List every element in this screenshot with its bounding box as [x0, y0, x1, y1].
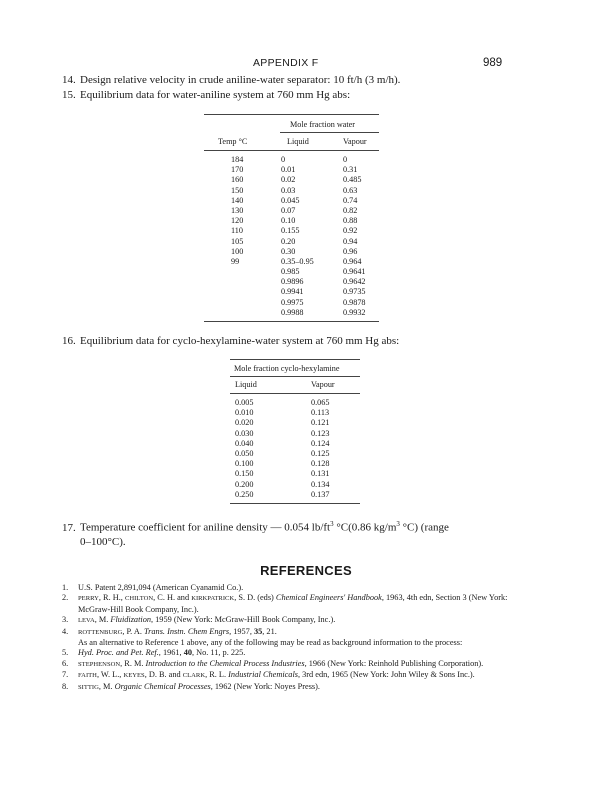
header-rule [230, 393, 360, 394]
item-number: 14. [62, 74, 76, 86]
table-cell-liquid: 0.02 [281, 175, 296, 185]
item-14 [62, 73, 532, 87]
work-title: Chemical Engineers' Handbook [275, 593, 382, 603]
references-note: As an alternative to Reference 1 above, any of the following may be read as background information to the process: [78, 638, 463, 648]
table-top-rule [204, 114, 379, 115]
reference-2 [62, 593, 534, 615]
table-cell-temp: 120 [231, 216, 244, 226]
table-cell-vapour: 0.9641 [343, 267, 366, 277]
table-cell-liquid: 0.9941 [281, 287, 304, 297]
work-title: Fluidization [110, 615, 151, 625]
item-number: 16. [62, 335, 76, 347]
item-text-continued: 0–100°C). [80, 535, 126, 548]
table-cell-liquid: 0.005 [235, 398, 254, 407]
table-cell-temp [231, 267, 243, 277]
volume: 40 [183, 648, 192, 658]
references-list [62, 583, 534, 693]
reference-number: 4. [62, 626, 69, 636]
item-text: Design relative velocity in crude aniline-water separator: 10 ft/h (3 m/h). [80, 74, 401, 86]
reference-text: , S. D. (eds) [234, 593, 276, 603]
page-number: 989 [483, 57, 503, 69]
table-cell-liquid: 0 [281, 155, 286, 164]
reference-text: , 21. [262, 626, 277, 636]
vapour-column [311, 398, 329, 500]
work-title: Organic Chemical Processes [114, 681, 211, 691]
reference-text: , C. H. and [153, 593, 192, 603]
table-cell-vapour: 0.82 [343, 205, 358, 215]
table-cell-temp: 160 [231, 175, 244, 185]
reference-text: , No. 11, p. 225. [191, 648, 246, 658]
item-17 [62, 517, 532, 549]
table-cell-liquid: 0.250 [235, 489, 254, 499]
table-cell-vapour: 0.123 [311, 428, 330, 438]
reference-6 [62, 659, 534, 670]
author: PERRY [78, 595, 99, 603]
reference-3 [62, 615, 534, 626]
reference-text: , R. M. [120, 658, 146, 668]
table-cell-temp [231, 298, 243, 308]
table-cell-liquid: 0.200 [235, 479, 254, 489]
group-header: Mole fraction water [290, 120, 356, 129]
item-number: 17. [62, 521, 76, 534]
table-cell-temp [231, 308, 243, 318]
author: CHILTON [124, 595, 154, 603]
item-15 [62, 88, 532, 102]
author: ROTTENBURG [78, 628, 123, 636]
table-cell-temp: 140 [231, 195, 244, 205]
item-text: °C(0.86 kg/m [333, 521, 397, 534]
table-cell-vapour: 0.63 [343, 185, 358, 195]
reference-text: , 1959 (New York: McGraw-Hill Book Company, Inc.). [151, 615, 336, 625]
table-cell-liquid: 0.150 [235, 469, 254, 479]
reference-text: , P. A. [122, 626, 145, 636]
reference-text: , D. B. and [144, 670, 183, 680]
reference-text: , M. [98, 681, 115, 691]
table-cell-liquid: 0.9896 [281, 277, 304, 287]
reference-text: , 1963, 4th edn, Section 3 (New York: McGraw-Hill Book Company, Inc.). [78, 593, 508, 614]
author: FAITH [78, 672, 97, 680]
table-cell-temp: 100 [231, 246, 244, 256]
item-text: Equilibrium data for water-aniline system at 760 mm Hg abs: [80, 89, 351, 101]
table-cell-liquid: 0.9988 [281, 307, 304, 317]
table-cell-liquid: 0.07 [281, 205, 296, 215]
table-cell-temp [231, 287, 243, 297]
reference-text: , 1961, [158, 648, 184, 658]
reference-number: 1. [62, 583, 69, 592]
author: CLARK [182, 672, 206, 680]
reference-number: 7. [62, 670, 69, 680]
col-header-vapour: Vapour [343, 137, 367, 146]
reference-text: , R. H., [98, 593, 125, 603]
group-rule [280, 132, 379, 133]
table-cell-liquid: 0.040 [235, 438, 254, 448]
table-cell-vapour: 0.964 [343, 256, 362, 266]
reference-8 [62, 682, 534, 693]
table-cell-vapour: 0.88 [343, 216, 358, 226]
vapour-column [343, 155, 366, 318]
table-cell-vapour: 0.134 [311, 479, 330, 489]
author: SITTIG [78, 683, 99, 691]
table-cell-vapour: 0.128 [311, 459, 330, 469]
table-cell-vapour: 0.9735 [343, 287, 366, 297]
table-cell-liquid: 0.20 [281, 236, 296, 246]
author: STEPHENSON [78, 660, 121, 668]
table-cell-temp: 110 [231, 226, 243, 236]
item-text: Equilibrium data for cyclo-hexylamine-water system at 760 mm Hg abs: [80, 335, 400, 347]
table-cell-liquid: 0.35–0.95 [281, 256, 314, 266]
reference-5 [62, 648, 534, 658]
work-title: Hyd. Proc. and Pet. Ref. [78, 648, 159, 658]
reference-text: , M. [94, 615, 111, 625]
table-cell-vapour: 0.124 [311, 438, 330, 448]
table-cell-liquid: 0.020 [235, 418, 254, 428]
table-cell-vapour: 0.137 [311, 489, 330, 499]
reference-number: 6. [62, 658, 69, 668]
table-cell-vapour: 0.74 [343, 195, 358, 205]
work-title: Industrial Chemicals [228, 670, 298, 680]
table-cell-vapour: 0.113 [311, 408, 330, 418]
table-cell-vapour: 0.92 [343, 226, 358, 236]
reference-1 [62, 583, 534, 593]
reference-number: 3. [62, 615, 69, 625]
liquid-column [235, 398, 253, 500]
table-cell-liquid: 0.100 [235, 459, 254, 469]
table-cell-vapour: 0.9932 [343, 307, 366, 317]
col-header-liquid: Liquid [287, 137, 309, 146]
table-cell-liquid: 0.030 [235, 428, 254, 438]
reference-text: , W. L., [96, 670, 124, 680]
table-cell-liquid: 0.01 [281, 165, 296, 175]
table-cell-liquid: 0.045 [281, 195, 300, 205]
reference-text: , 1962 (New York: Noyes Press). [210, 681, 320, 691]
volume: 35 [253, 626, 263, 636]
reference-number: 2. [62, 593, 69, 603]
table-cell-liquid: 0.03 [281, 185, 296, 195]
table-cell-liquid: 0.30 [281, 246, 296, 256]
table-cell-temp: 99 [231, 256, 240, 266]
liquid-column [281, 155, 314, 318]
table-top-rule [230, 359, 360, 360]
reference-text: , 1966 (New York: Reinhold Publishing Corporation). [304, 658, 484, 668]
reference-text: U.S. Patent 2,891,094 (American Cyanamid Co.). [78, 583, 244, 592]
table-cell-liquid: 0.10 [281, 216, 296, 226]
reference-number: 5. [62, 648, 69, 658]
col-header-temp: Temp °C [218, 137, 248, 146]
table-cell-temp: 130 [231, 205, 244, 215]
col-header-liquid: Liquid [235, 380, 257, 389]
table-cell-vapour: 0.131 [311, 469, 330, 479]
table-cell-vapour: 0.125 [311, 448, 330, 458]
table-cell-temp: 184 [231, 155, 244, 164]
table-cell-temp: 105 [231, 236, 244, 246]
table-cell-vapour: 0.31 [343, 165, 358, 175]
item-text: Temperature coefficient for aniline density — 0.054 lb/ft [80, 521, 331, 534]
table-cell-vapour: 0.485 [343, 175, 362, 185]
col-header-vapour: Vapour [311, 380, 335, 389]
table-cell-temp: 150 [231, 185, 244, 195]
group-header: Mole fraction cyclo-hexylamine [234, 364, 340, 373]
author: LEVA [78, 617, 95, 625]
temp-column [231, 155, 243, 318]
reference-text: 1957, [231, 626, 254, 636]
work-title: Introduction to the Chemical Process Industries [145, 658, 305, 668]
table-cell-vapour: 0 [343, 155, 348, 164]
author: KIRKPATRICK [191, 595, 235, 603]
table-cell-liquid: 0.155 [281, 226, 300, 236]
reference-text: , 3rd edn, 1965 (New York: John Wiley & Sons Inc.). [298, 670, 475, 680]
superscript: 3 [330, 520, 334, 528]
table-cell-liquid: 0.985 [281, 267, 300, 277]
table-cell-vapour: 0.9878 [343, 297, 366, 307]
table-cell-temp: 170 [231, 165, 244, 175]
work-title: Trans. Instn. Chem Engrs, [144, 626, 232, 636]
table-cell-vapour: 0.96 [343, 246, 358, 256]
table-cell-liquid: 0.9975 [281, 297, 304, 307]
superscript: 3 [396, 520, 400, 528]
reference-4 [62, 627, 534, 638]
references-heading: REFERENCES [260, 563, 352, 578]
table-cell-vapour: 0.9642 [343, 277, 366, 287]
table-cell-liquid: 0.010 [235, 408, 254, 418]
item-16 [62, 334, 532, 348]
running-header: APPENDIX F [253, 57, 319, 69]
item-number: 15. [62, 89, 76, 101]
reference-7 [62, 670, 534, 681]
table-cell-vapour: 0.94 [343, 236, 358, 246]
table-bottom-rule [204, 321, 379, 322]
header-rule [204, 150, 379, 151]
author: KEYES [123, 672, 145, 680]
reference-number: 8. [62, 681, 69, 691]
reference-text: , R. L. [205, 670, 229, 680]
table-cell-temp [231, 277, 243, 287]
group-rule [230, 376, 360, 377]
item-text: °C) (range [399, 521, 449, 534]
table-cell-liquid: 0.050 [235, 448, 254, 458]
table-cell-vapour: 0.065 [311, 398, 330, 407]
table-bottom-rule [230, 503, 360, 504]
table-cell-vapour: 0.121 [311, 418, 330, 428]
